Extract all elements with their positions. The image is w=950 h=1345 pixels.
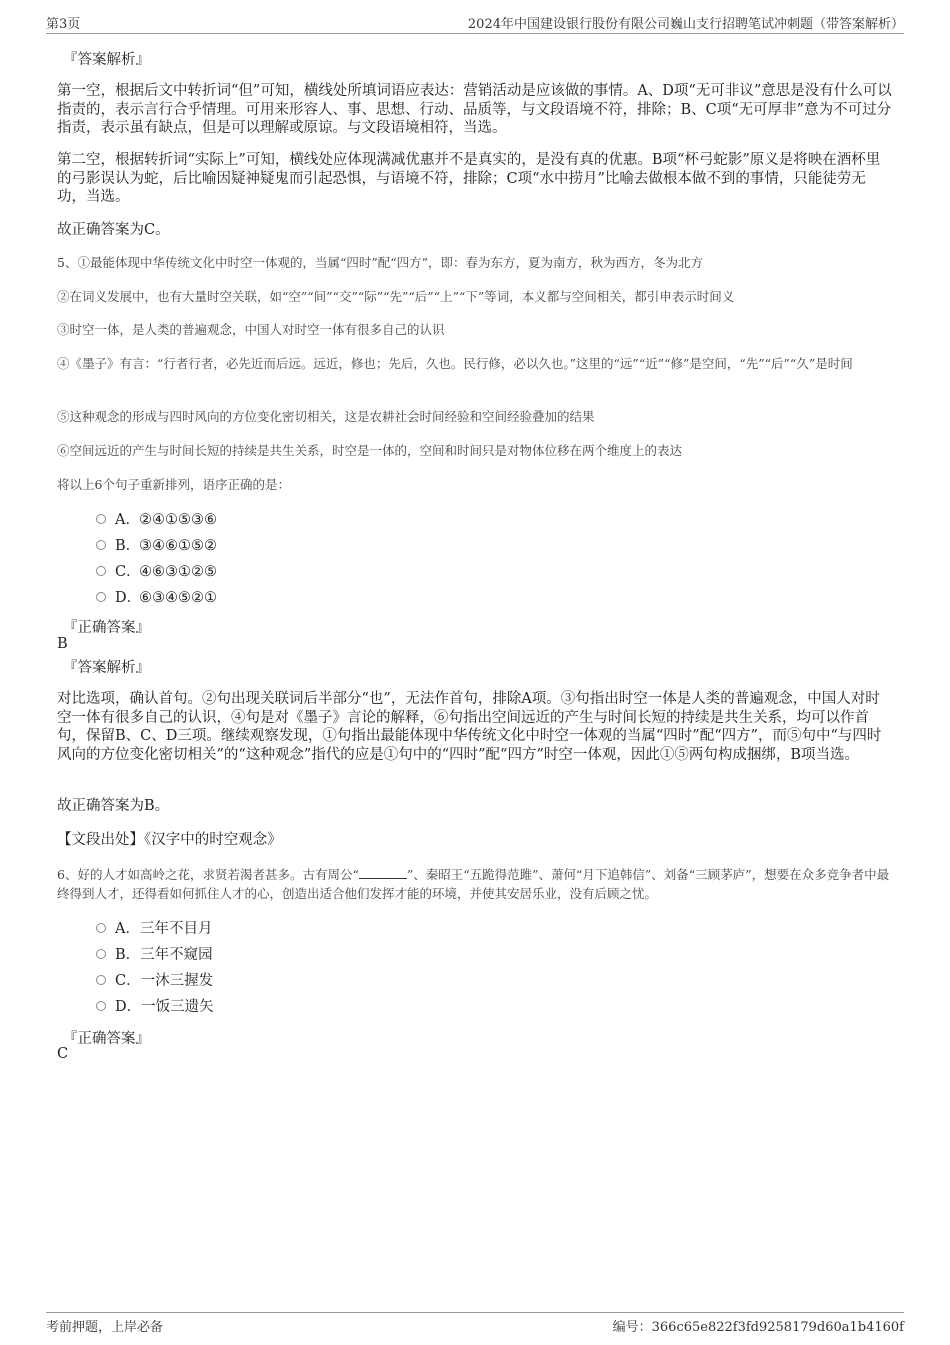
radio-icon[interactable] <box>96 923 106 933</box>
q5-prompt: 将以上6个句子重新排列，语序正确的是： <box>57 477 290 492</box>
footer-slogan: 考前押题，上岸必备 <box>46 1320 164 1335</box>
q4-analysis-label: 『答案解析』 <box>63 52 150 68</box>
q6-stem: 6、好的人才如高岭之花，求贤若渴者甚多。古有周公“ ”、秦昭王“五跪得范雎”、萧何“月下追韩信”、刘备“三顾茅庐”，想要在众多竞争者中最终得到人才，还得看如何抓住人才的心，创造出适合他们发挥才能的环境，并使其安居乐业，没有后顾之忧。 <box>57 867 890 901</box>
radio-icon[interactable] <box>96 592 106 602</box>
q4-analysis-para2: 第二空，根据转折词“实际上”可知，横线处应体现满减优惠并不是真实的，是没有真的优惠。B项“杯弓蛇影”原义是将映在酒杯里的弓影误认为蛇，后比喻因疑神疑鬼而引起恐惧，与语境不符，排除；C项“水中捞月”比喻去做根本做不到的事情，只能徒劳无功，当选。 <box>57 152 881 205</box>
radio-icon[interactable] <box>96 949 106 959</box>
q5-answer: B <box>57 636 68 652</box>
radio-icon[interactable] <box>96 540 106 550</box>
q5-analysis-label: 『答案解析』 <box>63 660 150 676</box>
q5-sentence-3: ③时空一体，是人类的普遍观念，中国人对时空一体有很多自己的认识 <box>57 322 445 337</box>
radio-icon[interactable] <box>96 1001 106 1011</box>
document-title: 2024年中国建设银行股份有限公司巍山支行招聘笔试冲刺题（带答案解析） <box>467 17 904 32</box>
q5-option-c[interactable]: C．④⑥③①②⑤ <box>96 562 217 582</box>
q6-option-b[interactable]: B．三年不窥园 <box>96 945 213 965</box>
q5-option-d[interactable]: D．⑥③④⑤②① <box>96 588 217 608</box>
q5-analysis: 对比选项，确认首句。②句出现关联词后半部分“也”，无法作首句，排除A项。③句指出时空一体是人类的普遍观念，中国人对时空一体有很多自己的认识，④句是对《墨子》言论的解释，⑥句指出空间远近的产生与时间长短的持续是共生关系，均可以作首句，保留B、C、D三项。继续观察发现，①句指出最能体现中华传统文化中时空一体观的当属“四时”配“四方”，而⑤句中“与四时风向的方位变化密切相关”的“这种观念”指代的应是①句中的“四时”配“四方”时空一体观，因此①⑤两句构成捆绑，B项当选。 <box>57 691 882 763</box>
q6-answer-label: 『正确答案』 <box>63 1031 150 1047</box>
answer-blank <box>359 866 407 879</box>
q5-conclusion: 故正确答案为B。 <box>57 798 170 814</box>
q5-option-a[interactable]: A．②④①⑤③⑥ <box>96 510 217 530</box>
page-header <box>46 13 904 34</box>
q6-answer: C <box>57 1046 69 1062</box>
q5-sentence-4: ④《墨子》有言：“行者行者，必先近而后远。远近，修也；先后，久也。民行修，必以久也。”这里的“远”“近”“修”是空间，“先”“后”“久”是时间 <box>57 356 853 371</box>
q6-option-c[interactable]: C．一沐三握发 <box>96 971 213 991</box>
q5-sentence-2: ②在词义发展中，也有大量时空关联，如“空”“间”“交”“际”“先”“后”“上”“下”等词，本义都与空间相关，都引申表示时间义 <box>57 289 735 304</box>
q6-option-a[interactable]: A．三年不目月 <box>96 919 212 939</box>
q5-sentence-6: ⑥空间远近的产生与时间长短的持续是共生关系，时空是一体的，空间和时间只是对物体位移在两个维度上的表达 <box>57 443 683 458</box>
radio-icon[interactable] <box>96 566 106 576</box>
q6-option-d[interactable]: D．一饭三遗矢 <box>96 997 214 1017</box>
q5-sentence-1: 5、①最能体现中华传统文化中时空一体观的，当属“四时”配“四方”，即：春为东方，夏为南方，秋为西方，冬为北方 <box>57 255 704 270</box>
q5-option-b[interactable]: B．③④⑥①⑤② <box>96 536 217 556</box>
q5-answer-label: 『正确答案』 <box>63 620 150 636</box>
q4-conclusion: 故正确答案为C。 <box>57 222 170 238</box>
page-number: 第3页 <box>46 17 81 32</box>
q5-source: 【文段出处】《汉字中的时空观念》 <box>57 832 282 848</box>
q5-sentence-5: ⑤这种观念的形成与四时风向的方位变化密切相关，这是农耕社会时间经验和空间经验叠加的结果 <box>57 409 595 424</box>
q4-analysis-para1: 第一空，根据后文中转折词“但”可知，横线处所填词语应表达：营销活动是应该做的事情。A、D项“无可非议”意思是没有什么可以指责的，表示言行合乎情理。可用来形容人、事、思想、行动、品质等，与文段语境不符，排除；B、C项“无可厚非”意为不可过分指责，表示虽有缺点，但是可以理解或原谅。与文段语境相符，当选。 <box>57 83 892 136</box>
page-footer <box>46 1312 904 1335</box>
radio-icon[interactable] <box>96 975 106 985</box>
radio-icon[interactable] <box>96 514 106 524</box>
document-code: 编号：366c65e822f3fd9258179d60a1b4160f <box>612 1320 904 1335</box>
